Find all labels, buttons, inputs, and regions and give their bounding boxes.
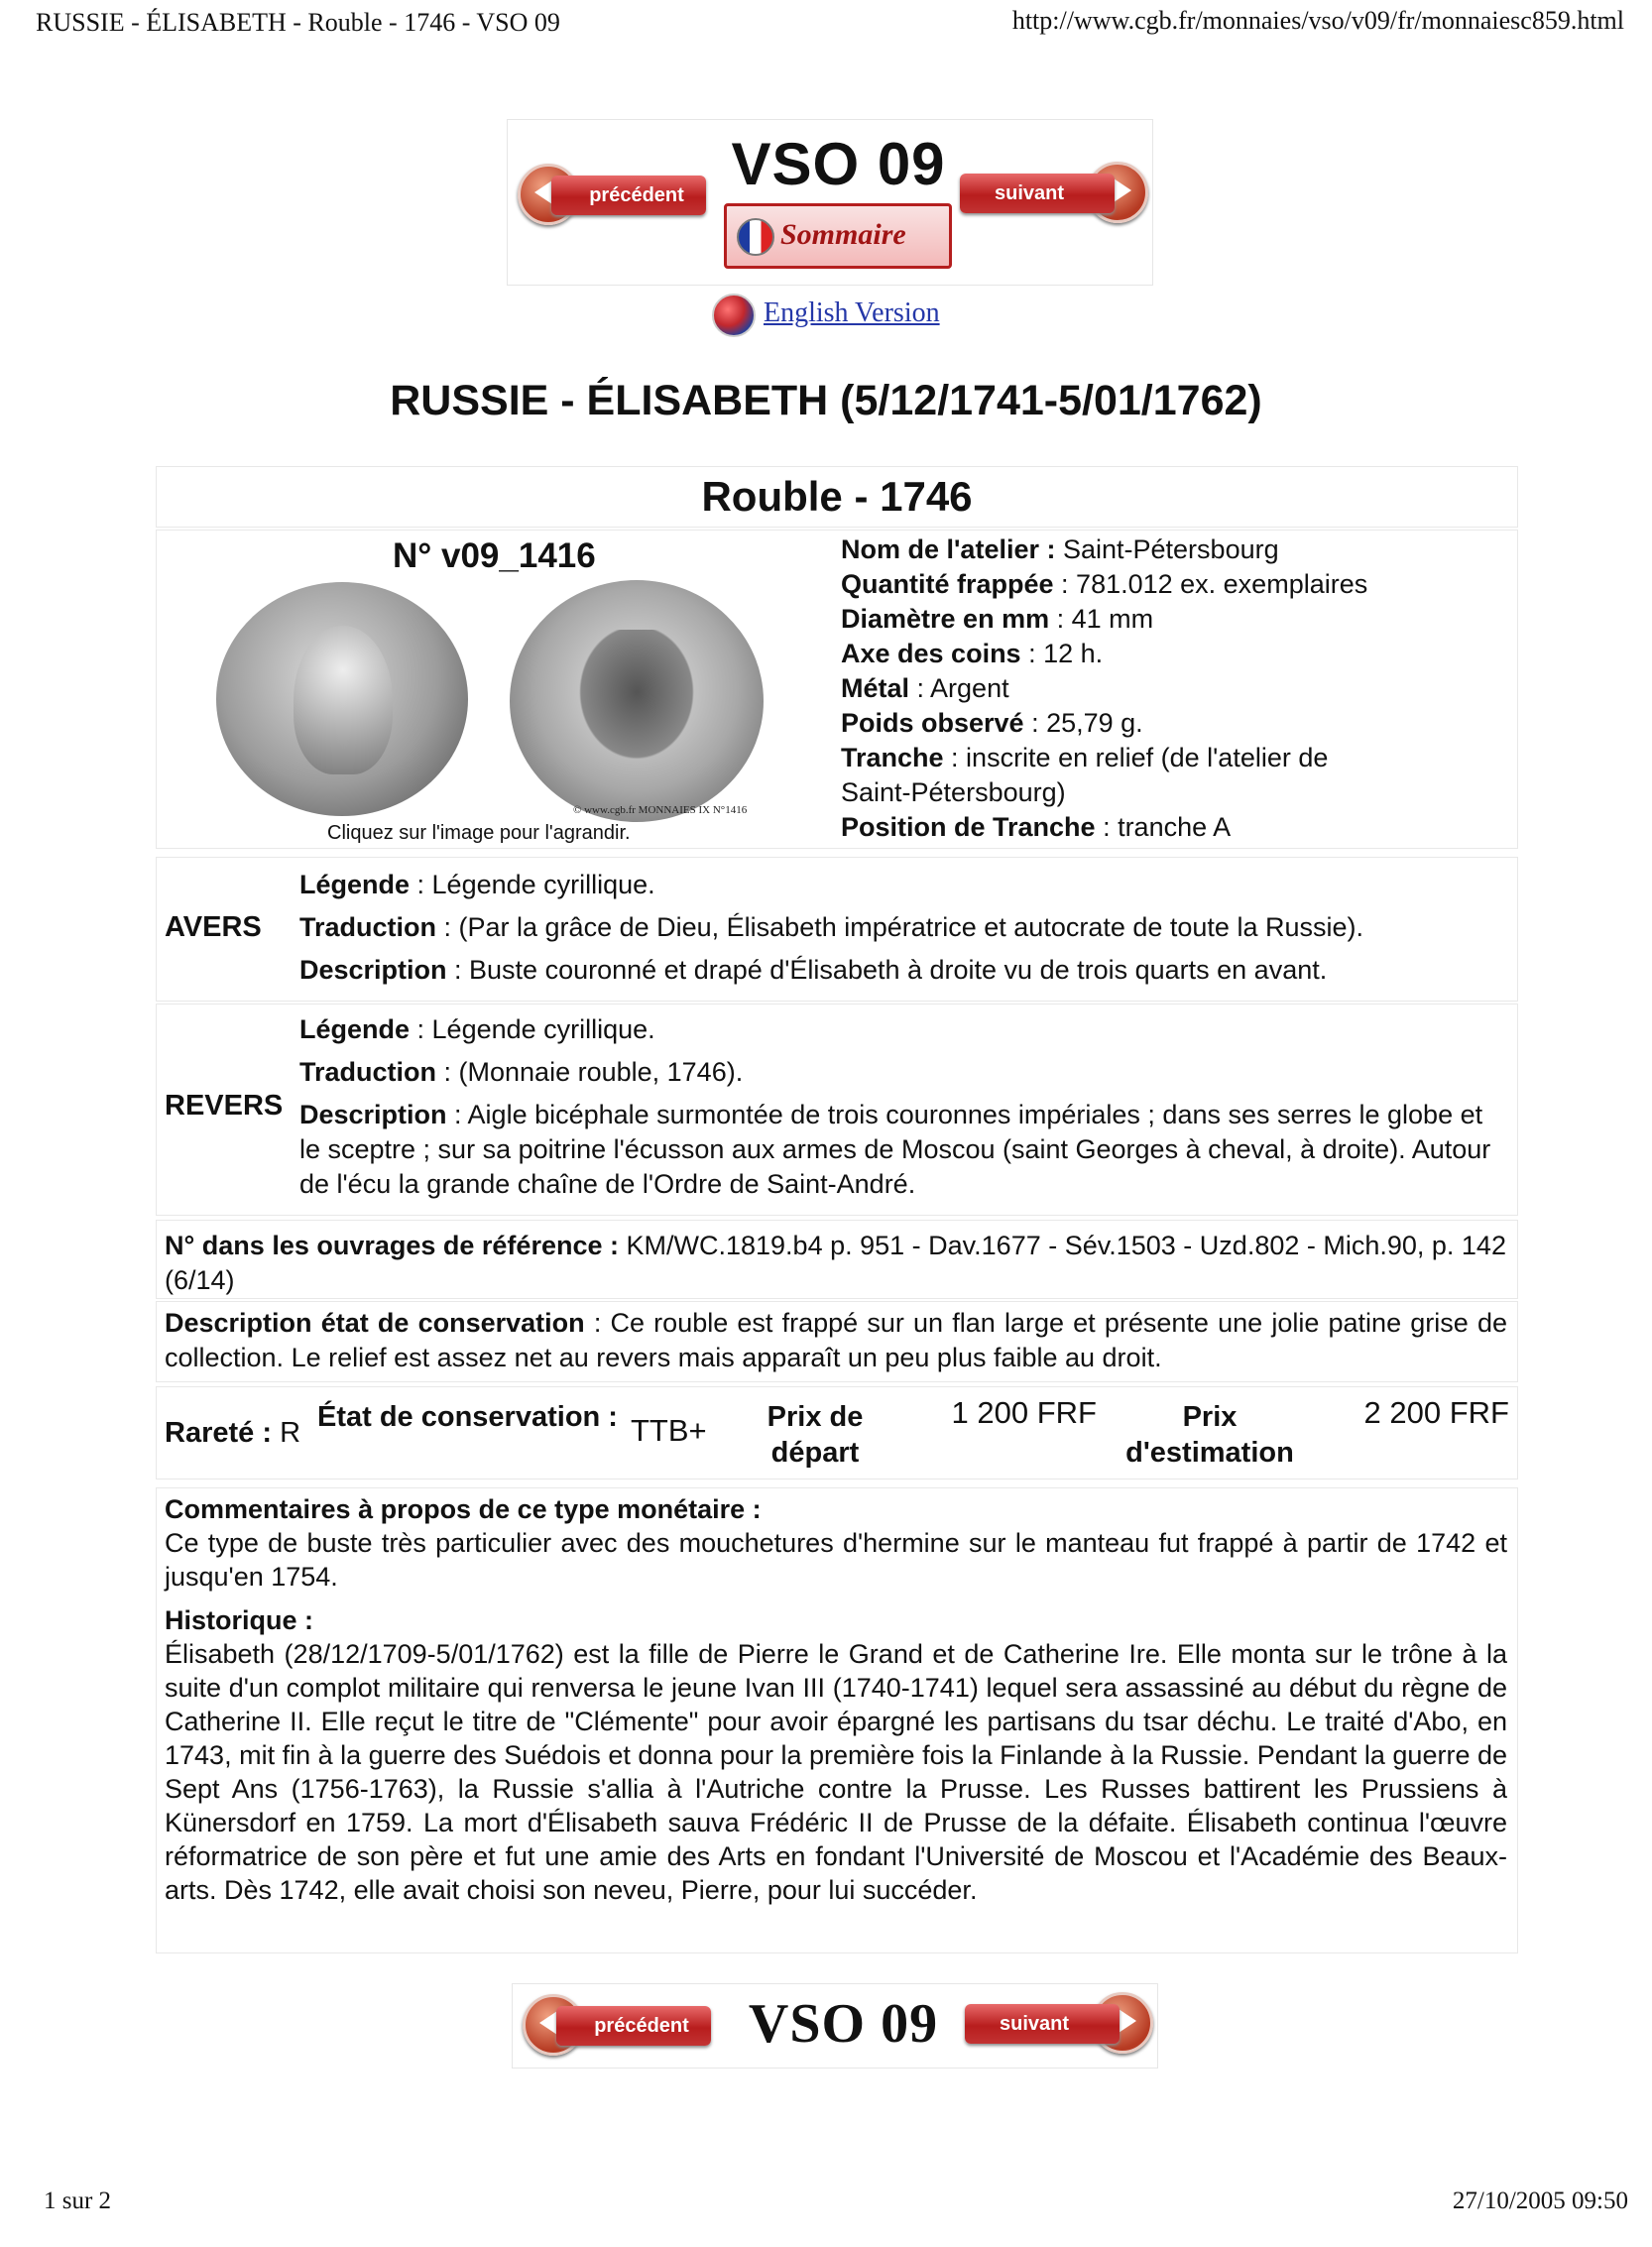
obverse-translation: Traduction : (Par la grâce de Dieu, Élisabeth impératrice et autocrate de toute la Russie). [299, 912, 1363, 942]
previous-button[interactable] [518, 164, 708, 227]
property-row: Nom de l'atelier : Saint-Pétersbourg [841, 534, 1279, 564]
coin-reverse-image[interactable] [510, 580, 764, 822]
property-row: Métal : Argent [841, 673, 1009, 703]
reverse-translation: Traduction : (Monnaie rouble, 1746). [299, 1057, 744, 1087]
print-footer [44, 2188, 1628, 2221]
reverse-legend: Légende : Légende cyrillique. [299, 1014, 655, 1044]
comments-title: Commentaires à propos de ce type monétaire : [165, 1494, 762, 1524]
conservation-description [156, 1301, 1518, 1382]
top-navigation [507, 119, 1153, 286]
property-row: Diamètre en mm : 41 mm [841, 604, 1154, 634]
property-row: Tranche : inscrite en relief (de l'atelier de [841, 743, 1329, 772]
start-price-value: 1 200 FRF [951, 1395, 1097, 1430]
rarity-label: Rareté : [165, 1417, 272, 1449]
page-count: 1 sur 2 [44, 2188, 112, 2214]
coin-number: N° v09_1416 [393, 536, 596, 575]
conservation-description-label: Description état de conservation [165, 1308, 585, 1338]
references-section [156, 1220, 1518, 1299]
coin-properties [841, 532, 1367, 845]
globe-icon [712, 294, 756, 337]
print-header-url: http://www.cgb.fr/monnaies/vso/v09/fr/monnaiesc859.html [1011, 6, 1624, 35]
start-price-label: Prix de départ [767, 1401, 864, 1469]
bottom-navigation [512, 1983, 1158, 2069]
estimate-value: 2 200 FRF [1363, 1395, 1509, 1430]
comments-section [156, 1487, 1518, 1953]
image-copyright: © www.cgb.fr MONNAIES IX N°1416 [573, 804, 748, 816]
obverse-label: AVERS [165, 911, 262, 943]
coin-info-box [156, 530, 1518, 849]
previous-button-bottom[interactable] [523, 1994, 713, 2058]
english-version-link[interactable]: English Version [764, 297, 940, 328]
next-button-label: suivant [965, 2004, 1120, 2044]
next-button-label: suivant [960, 174, 1115, 213]
obverse-description: Description : Buste couronné et drapé d'Élisabeth à droite vu de trois quarts en avant. [299, 955, 1328, 985]
previous-button-label: précédent [556, 2006, 711, 2046]
history-title: Historique : [165, 1605, 314, 1635]
references-value: KM/WC.1819.b4 p. 951 - Dav.1677 - Sév.1503 - Uzd.802 - Mich.90, p. 142 (6/14) [165, 1231, 1506, 1295]
property-row: Poids observé : 25,79 g. [841, 708, 1143, 738]
property-row: Saint-Pétersbourg) [841, 777, 1066, 807]
rarity-price-row [156, 1386, 1518, 1479]
page-title: RUSSIE - ÉLISABETH (5/12/1741-5/01/1762) [390, 377, 1262, 424]
history-text: Élisabeth (28/12/1709-5/01/1762) est la fille de Pierre le Grand et de Catherine Ire. Elle monta sur le trône à la suite d'un complot militaire qui renversa le jeune Ivan III (1740-1741) lequel sera assassiné au début du règne de Catherine II. Elle reçut le titre de "Clémente" pour avoir épargné les partisans du tsar déchu. Le traité d'Abo, en 1743, mit fin à la guerre des Suédois et donna pour la première fois la Finlande à la Russie. Pendant la guerre de Sept Ans (1756-1763), la Russie s'allia à l'Autriche contre la Prusse. Les Russes battirent les Prussiens à Künersdorf en 1759. La mort d'Élisabeth sauva Frédéric II de Prusse de la défaite. Élisabeth continua l'œuvre réformatrice de son père et fut une amie des Arts en fondant l'Université de Moscou et l'Académie des Beaux-arts. Dès 1742, elle avait choisi son neveu, Pierre, pour lui succéder. [165, 1639, 1507, 1905]
summary-button-label: Sommaire [780, 218, 906, 251]
coin-title: Rouble - 1746 [156, 466, 1518, 528]
conservation-description-text: : Ce rouble est frappé sur un flan large et présente une jolie patine grise de collection. Le relief est assez net au revers mais apparaît un peu plus faible au droit. [165, 1308, 1507, 1372]
property-row: Quantité frappée : 781.012 ex. exemplaires [841, 569, 1368, 599]
french-flag-icon [737, 218, 774, 256]
coin-obverse-image[interactable] [216, 582, 468, 816]
reverse-description: Description : Aigle bicéphale surmontée de trois couronnes impériales ; dans ses serres le globe et le sceptre ; sur sa poitrine l'écusson aux armes de Moscou (saint Georges à cheval, à droite). Autour de l'écu la grande chaîne de l'Ordre de Saint-André. [299, 1100, 1491, 1199]
comments-text: Ce type de buste très particulier avec des mouchetures d'hermine sur le manteau fut frappé à partir de 1742 et jusqu'en 1754. [165, 1528, 1507, 1592]
reverse-details [299, 1012, 1497, 1202]
collection-title: VSO 09 [731, 131, 946, 197]
summary-button[interactable] [724, 203, 952, 269]
rarity-value: R [280, 1417, 301, 1449]
obverse-details [299, 868, 1497, 988]
estimate-label: Prix d'estimation [1125, 1401, 1294, 1469]
obverse-section [156, 857, 1518, 1002]
obverse-legend: Légende : Légende cyrillique. [299, 870, 655, 899]
collection-title-bottom: VSO 09 [748, 1993, 939, 2055]
state-value: TTB+ [631, 1413, 707, 1448]
property-row: Position de Tranche : tranche A [841, 812, 1232, 842]
next-button[interactable] [958, 162, 1148, 225]
references-label: N° dans les ouvrages de référence : [165, 1231, 619, 1260]
print-header-title: RUSSIE - ÉLISABETH - Rouble - 1746 - VSO 09 [36, 8, 560, 37]
reverse-section [156, 1004, 1518, 1216]
click-hint: Cliquez sur l'image pour l'agrandir. [327, 822, 631, 844]
previous-button-label: précédent [551, 176, 706, 215]
reverse-label: REVERS [165, 1090, 284, 1122]
state-label: État de conservation : [317, 1401, 618, 1433]
print-header [36, 4, 1624, 40]
property-row: Axe des coins : 12 h. [841, 639, 1104, 668]
next-button-bottom[interactable] [963, 1992, 1153, 2056]
print-date: 27/10/2005 09:50 [1452, 2188, 1628, 2214]
